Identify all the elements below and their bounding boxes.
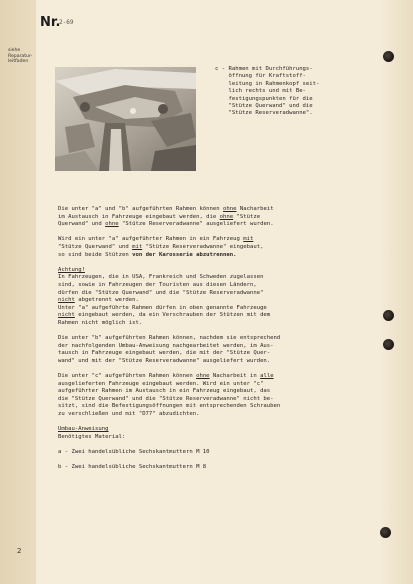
text-run: Die unter "a" und "b" aufgeführten Rahmen können xyxy=(58,206,224,212)
text-run: Die unter "b" aufgeführten Rahmen können, nachdem sie entsprechend xyxy=(58,335,281,342)
text-line xyxy=(58,373,274,379)
paragraph xyxy=(58,206,388,229)
text-run: im Austausch in Fahrzeuge eingebaut werden, die xyxy=(58,213,220,220)
text-line xyxy=(58,464,206,470)
figure-caption: c - Rahmen mit Durchführungs- öffnung für Kraftstoff- leitung in Rahmenkopf seit- lich rechts und mit Be- festigungspunkten für die "Stütze Querwand" und die "Stütze Reserveradwanne". xyxy=(215,66,320,117)
text-line xyxy=(58,358,270,364)
text-run: Achtung! xyxy=(58,266,85,273)
side-note-line: leitfaden xyxy=(8,59,29,65)
text-line xyxy=(58,426,109,432)
punch-hole-icon xyxy=(380,527,391,538)
text-run: ohne xyxy=(105,221,119,228)
text-run: Unter "a" aufgeführte Rahmen dürfen in oben genannte Fahrzeuge xyxy=(58,304,267,311)
text-run: ohne xyxy=(196,373,210,380)
side-note-line: Reparatur- xyxy=(8,53,33,59)
text-run: so sind beide Stützen xyxy=(58,251,133,258)
text-line xyxy=(58,236,253,242)
text-run: von der Karosserie abzutrennen. xyxy=(132,251,237,258)
text-run: Die unter "c" aufgeführten Rahmen können xyxy=(58,373,197,380)
text-run: sitzt, sind die Befestigungsöffnungen mit entsprechenden Schrauben xyxy=(58,403,281,410)
text-line xyxy=(58,335,280,341)
text-run: mit xyxy=(243,236,254,243)
text-run: alle xyxy=(260,373,274,380)
text-line xyxy=(58,290,263,296)
page-number: 2 xyxy=(17,547,22,555)
text-line xyxy=(58,214,260,220)
text-run: mit xyxy=(132,243,143,250)
paragraph xyxy=(58,373,388,419)
side-reference-note xyxy=(8,48,34,65)
text-run: b - Zwei handelsübliche Sechskantmuttern M 8 xyxy=(58,464,207,471)
punch-hole-icon xyxy=(383,51,394,62)
side-note-line: siehe xyxy=(8,48,21,53)
text-run: ausgelieferten Fahrzeuge eingebaut werden. Wird ein unter "c" xyxy=(58,380,264,387)
text-run: "Stütze Reserveradwanne" eingebaut, xyxy=(142,243,264,250)
text-run: Benötigtes Material: xyxy=(58,433,126,440)
text-line xyxy=(58,221,274,227)
text-run: "Stütze xyxy=(233,213,261,220)
text-run: tausch in Fahrzeuge eingebaut werden, die mit der "Stütze Quer- xyxy=(58,350,271,357)
text-run: Umbau-Anweisung xyxy=(58,426,109,433)
text-run: ohne xyxy=(219,213,234,220)
frame-photo-image xyxy=(55,67,196,171)
text-run: aufgeführter Rahmen im Austausch in ein Fahrzeug eingebaut, das xyxy=(58,388,271,395)
text-line xyxy=(58,403,280,409)
text-line xyxy=(58,343,274,349)
text-line xyxy=(58,388,270,394)
text-line xyxy=(58,320,142,326)
text-run: Querwand" und xyxy=(58,221,106,228)
text-line xyxy=(58,449,210,455)
text-line xyxy=(58,381,263,387)
text-line xyxy=(58,206,274,212)
text-line xyxy=(58,305,267,311)
text-line xyxy=(58,350,270,356)
text-line xyxy=(58,411,199,417)
text-run: nicht xyxy=(58,312,75,319)
text-run: "Stütze Querwand" und xyxy=(58,243,133,250)
text-run: Wird ein unter "a" aufgeführter Rahmen in ein Fahrzeug xyxy=(58,236,244,243)
text-run: Rahmen nicht möglich ist. xyxy=(58,319,143,326)
text-run: sind, sowie in Fahrzeugen der Touristen aus diesen Ländern, xyxy=(58,281,257,288)
text-run: a - Zwei handelsübliche Sechskantmuttern M 10 xyxy=(58,449,210,455)
paragraph xyxy=(58,335,388,365)
text-line xyxy=(58,244,263,250)
text-line xyxy=(58,434,125,440)
text-line xyxy=(58,267,85,273)
paragraph xyxy=(58,464,388,472)
page-margin-strip xyxy=(0,0,36,584)
text-run: eingebaut werden, da ein Verschrauben der Stützen mit dem xyxy=(74,312,271,319)
paragraph xyxy=(58,267,388,328)
text-run: Nacharbeit in xyxy=(209,373,261,380)
text-line xyxy=(58,396,274,402)
paragraph xyxy=(58,236,388,259)
text-run: nicht xyxy=(58,297,75,304)
text-run: ohne xyxy=(223,206,237,212)
paragraph xyxy=(58,426,388,441)
text-run: dürfen die "Stütze Querwand" und die "Stütze Reserveradwanne" xyxy=(58,289,264,296)
text-run: der nachfolgenden Umbau-Anweisung nachgearbeitet werden, im Aus- xyxy=(58,342,274,349)
text-line xyxy=(58,274,263,280)
text-run: In Fahrzeugen, die in USA, Frankreich und Schweden zugelassen xyxy=(58,274,264,281)
text-run: abgetrennt werden. xyxy=(74,297,139,304)
frame-photo xyxy=(55,67,196,171)
text-run: zu verschließen und mit "D77" abzudichten. xyxy=(58,411,200,418)
document-number-label: Nr. xyxy=(40,15,61,30)
text-run: wand" und mit der "Stütze Reserveradwanne" ausgeliefert wurden. xyxy=(58,357,271,364)
text-run: Nacharbeit xyxy=(236,206,274,212)
text-line xyxy=(58,282,257,288)
document-number-value: 2-69 xyxy=(59,19,74,26)
text-run: die "Stütze Querwand" und die "Stütze Reserveradwanne" nicht be- xyxy=(58,395,274,402)
text-run: "Stütze Reserveradwanne" ausgeliefert wurden. xyxy=(118,221,274,228)
text-line xyxy=(58,297,139,303)
text-line xyxy=(58,312,270,318)
body-text xyxy=(58,206,388,479)
text-line xyxy=(58,252,237,258)
paragraph xyxy=(58,449,388,457)
